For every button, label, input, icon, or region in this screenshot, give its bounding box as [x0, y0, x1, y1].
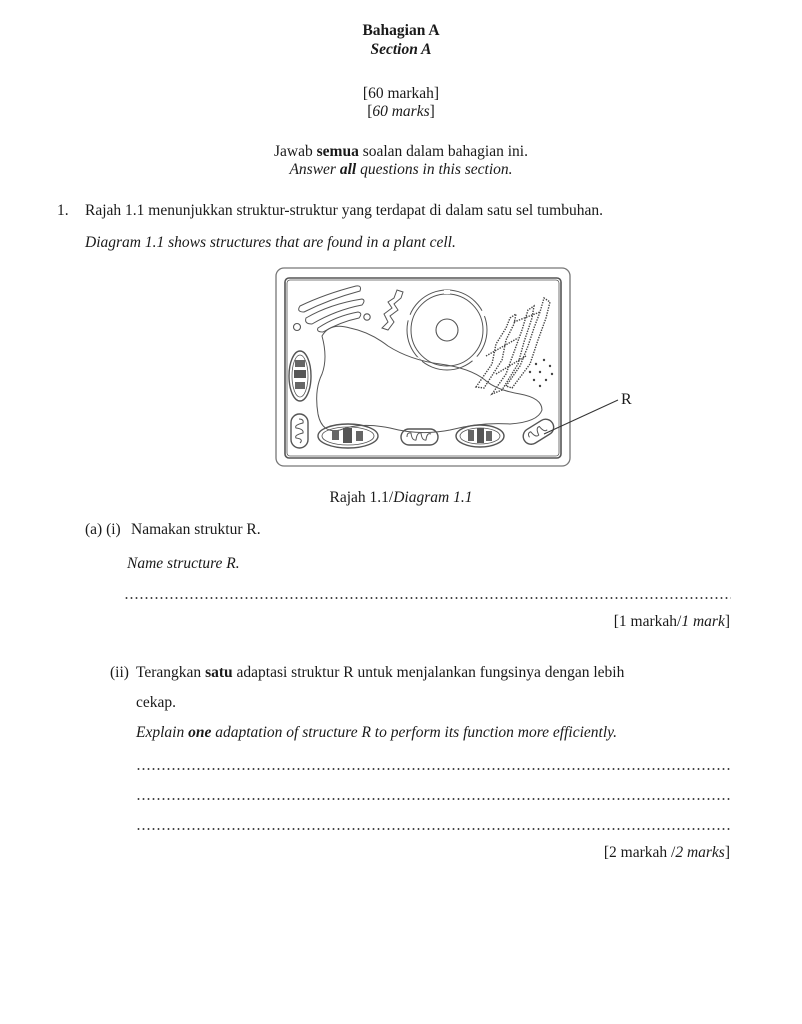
answer-line[interactable]	[136, 798, 731, 800]
answer-line[interactable]	[136, 768, 731, 770]
part-a-i-marks: [1 markah/1 mark]	[613, 613, 730, 630]
rough-er	[476, 298, 550, 394]
part-a-i-text-ms: Namakan struktur R.	[131, 521, 261, 538]
question-number: 1.	[57, 202, 69, 219]
vesicle	[364, 314, 370, 320]
section-title-ms: Bahagian A	[362, 22, 440, 39]
total-marks-en: [60 marks]	[367, 103, 435, 120]
mitochondrion-r	[520, 416, 556, 447]
part-a-ii-text-ms: Terangkan satu adaptasi struktur R untuk menjalankan fungsinya dengan lebih	[136, 664, 625, 681]
part-a-ii-label: (ii)	[110, 664, 129, 681]
answer-line[interactable]	[136, 828, 731, 830]
label-r: R	[621, 391, 632, 408]
nucleus	[406, 290, 486, 368]
smooth-er	[382, 290, 403, 330]
answer-line[interactable]	[124, 597, 731, 599]
question-stem-ms: Rajah 1.1 menunjukkan struktur-struktur yang terdapat di dalam satu sel tumbuhan.	[85, 202, 603, 219]
chloroplast	[289, 351, 311, 401]
ribosomes	[529, 359, 553, 387]
instruction-en: Answer all questions in this section.	[289, 161, 513, 178]
question-stem-en: Diagram 1.1 shows structures that are found in a plant cell.	[85, 234, 456, 251]
total-marks-ms: [60 markah]	[362, 85, 440, 102]
nucleolus	[436, 319, 458, 341]
part-a-ii-text-ms-cont: cekap.	[136, 694, 177, 711]
part-a-ii-marks: [2 markah /2 marks]	[603, 844, 730, 861]
vesicle	[294, 324, 301, 331]
part-a-ii-text-en: Explain one adaptation of structure R to perform its function more efficiently.	[136, 724, 618, 741]
part-a-i-text-en: Name structure R.	[127, 555, 240, 572]
diagram-caption: Rajah 1.1/Diagram 1.1	[329, 489, 473, 506]
part-a-i-label: (a) (i)	[85, 521, 121, 538]
label-line-r	[544, 400, 618, 434]
chloroplast	[456, 425, 504, 447]
mitochondrion	[291, 414, 308, 448]
section-title-en: Section A	[370, 41, 432, 58]
golgi-apparatus	[299, 286, 364, 332]
plant-cell-diagram	[270, 264, 650, 472]
instruction-ms: Jawab semua soalan dalam bahagian ini.	[274, 143, 528, 160]
